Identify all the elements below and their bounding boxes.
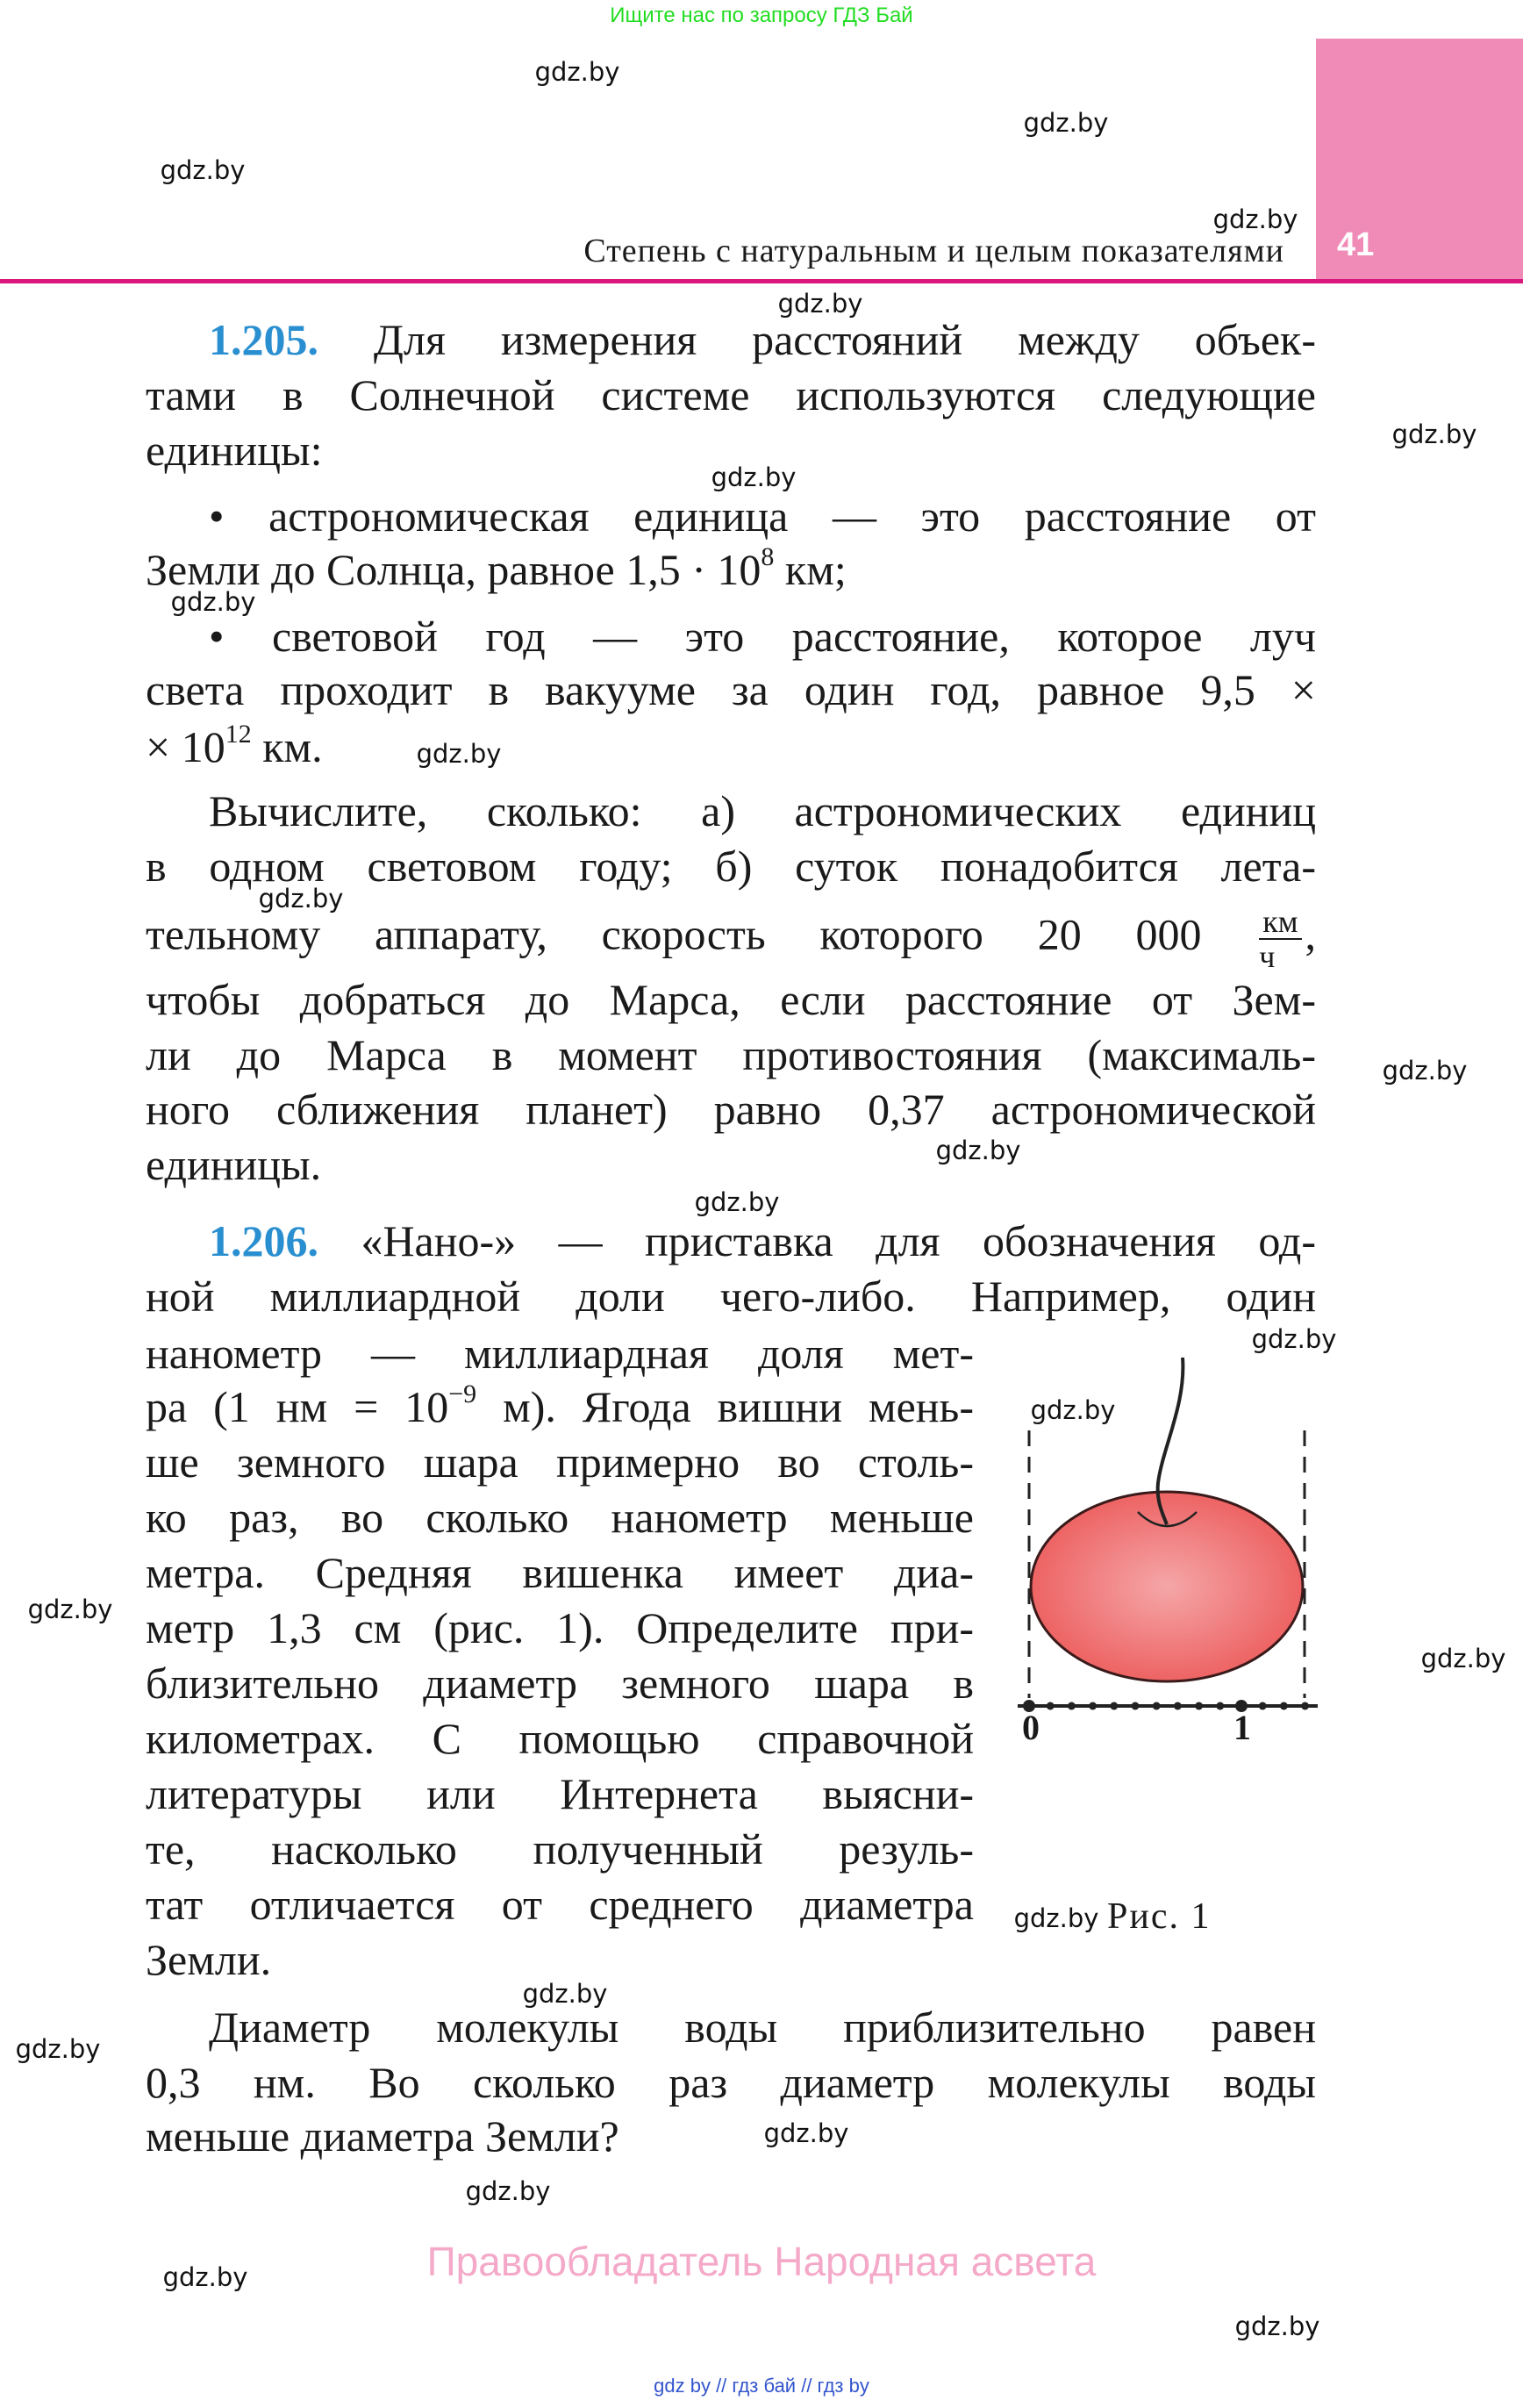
text: м). Ягода вишни мень- [476, 1382, 974, 1431]
text-line: в одном световом году; б) суток понадобится лета- [146, 842, 1316, 891]
axis-label-1: 1 [1233, 1708, 1251, 1747]
text-line: ко раз, во сколько нанометр меньше [146, 1493, 974, 1542]
text: Для измерения расстояний между объек- [373, 315, 1316, 364]
running-title: Степень с натуральным и целым показателями [583, 233, 1284, 269]
number-line-tick [1301, 1702, 1309, 1710]
text-line: нанометр — миллиардная доля мет- [146, 1329, 974, 1378]
text-line: метр 1,3 см (рис. 1). Определите при- [146, 1603, 974, 1652]
watermark: gdz.by [170, 587, 256, 617]
watermark: gdz.by [777, 289, 863, 319]
watermark: gdz.by [1234, 2311, 1320, 2341]
watermark: gdz.by [694, 1187, 780, 1217]
text-line: Диаметр молекулы воды приблизительно равен [209, 2003, 1316, 2052]
watermark: gdz.by [416, 739, 502, 769]
text-line: километрах. С помощью справочной [146, 1714, 974, 1763]
page-number: 41 [1337, 226, 1375, 263]
text-line: тат отличается от среднего диаметра [146, 1880, 974, 1929]
number-line-tick [1280, 1702, 1288, 1710]
watermark: gdz.by [935, 1136, 1021, 1165]
bullet-line: • световой год — это расстояние, которое луч [209, 612, 1316, 661]
text-line: литературы или Интернета выясни- [146, 1769, 974, 1818]
text-line: метра. Средняя вишенка имеет диа- [146, 1548, 974, 1597]
watermark: gdz.by [1420, 1644, 1506, 1673]
search-hint-banner: Ищите нас по запросу ГДЗ Бай [610, 4, 913, 27]
watermark: gdz.by [1251, 1324, 1337, 1354]
text-line: близительно диаметр земного шара в [146, 1659, 974, 1708]
watermark: gdz.by [258, 884, 344, 914]
footer-links[interactable]: gdz by // гдз бай // гдз by [654, 2375, 869, 2397]
text-line: ше земного шара примерно во столь- [146, 1437, 974, 1487]
text-line: ной миллиардной доли чего-либо. Например, один [146, 1272, 1316, 1321]
watermark: gdz.by [27, 1595, 113, 1624]
text: тельному аппарату, скорость которого 20 000 [146, 909, 1202, 959]
exponent: −9 [448, 1380, 477, 1408]
exponent: 8 [761, 542, 775, 571]
number-line-tick [1068, 1702, 1076, 1710]
copyright-notice: Правообладатель Народная асвета [426, 2239, 1097, 2284]
watermark: gdz.by [763, 2118, 849, 2148]
text-line: ного сближения планет) равно 0,37 астрономической [146, 1085, 1316, 1134]
exponent: 12 [225, 720, 252, 749]
number-line-tick [1132, 1702, 1140, 1710]
text: Земли до Солнца, равное 1,5 · 10 [146, 545, 762, 594]
problem-number: 1.206. [209, 1216, 318, 1265]
number-line-tick [1153, 1702, 1161, 1710]
watermark: gdz.by [465, 2176, 551, 2206]
text-line: ли до Марса в момент противостояния (максималь- [146, 1030, 1316, 1079]
watermark: gdz.by [162, 2262, 248, 2292]
text: × 10 [146, 722, 225, 771]
text-line: чтобы добраться до Марса, если расстояние от Зем- [146, 975, 1316, 1024]
text: км. [251, 722, 323, 771]
watermark: gdz.by [15, 2034, 101, 2064]
number-line-tick [1195, 1702, 1203, 1710]
watermark: gdz.by [522, 1979, 608, 2009]
text-line: меньше диаметра Земли? [146, 2111, 619, 2161]
text-line: единицы: [146, 426, 323, 475]
number-line-tick [1216, 1702, 1224, 1710]
text-line: Земли. [146, 1935, 272, 1984]
fraction-denominator: ч [1259, 939, 1276, 974]
number-line-tick [1259, 1702, 1267, 1710]
text: «Нано-» — приставка для обозначения од- [361, 1216, 1317, 1265]
watermark: gdz.by [711, 462, 797, 492]
fraction-numerator: км [1259, 905, 1301, 940]
problem-number: 1.205. [209, 315, 318, 364]
text-line: те, насколько полученный резуль- [146, 1824, 974, 1874]
text: , [1305, 909, 1317, 959]
text-line: Вычислите, сколько: а) астрономических единиц [209, 786, 1316, 835]
watermark: gdz.by [1013, 1903, 1099, 1933]
number-line-tick [1174, 1702, 1182, 1710]
bullet-line: • астрономическая единица — это расстояние от [209, 491, 1316, 541]
number-line-tick [1089, 1702, 1097, 1710]
number-line-tick [1047, 1702, 1055, 1710]
text-line: света проходит в вакууме за один год, равное 9,5 × [146, 665, 1316, 714]
watermark: gdz.by [534, 57, 620, 87]
text: км; [774, 545, 847, 594]
watermark: gdz.by [1382, 1056, 1468, 1086]
watermark: gdz.by [1023, 108, 1109, 138]
axis-label-0: 0 [1022, 1708, 1040, 1747]
watermark: gdz.by [160, 155, 246, 185]
text: ра (1 нм = 10 [146, 1382, 449, 1431]
watermark: gdz.by [1030, 1395, 1116, 1425]
number-line-tick [1110, 1702, 1118, 1710]
text-line: единицы. [146, 1140, 322, 1189]
text-line: тами в Солнечной системе используются следующие [146, 370, 1316, 419]
figure-caption: Рис. 1 [1107, 1896, 1212, 1937]
watermark: gdz.by [1212, 204, 1298, 234]
text-line: 0,3 нм. Во сколько раз диаметр молекулы воды [146, 2058, 1316, 2107]
watermark: gdz.by [1391, 419, 1477, 449]
